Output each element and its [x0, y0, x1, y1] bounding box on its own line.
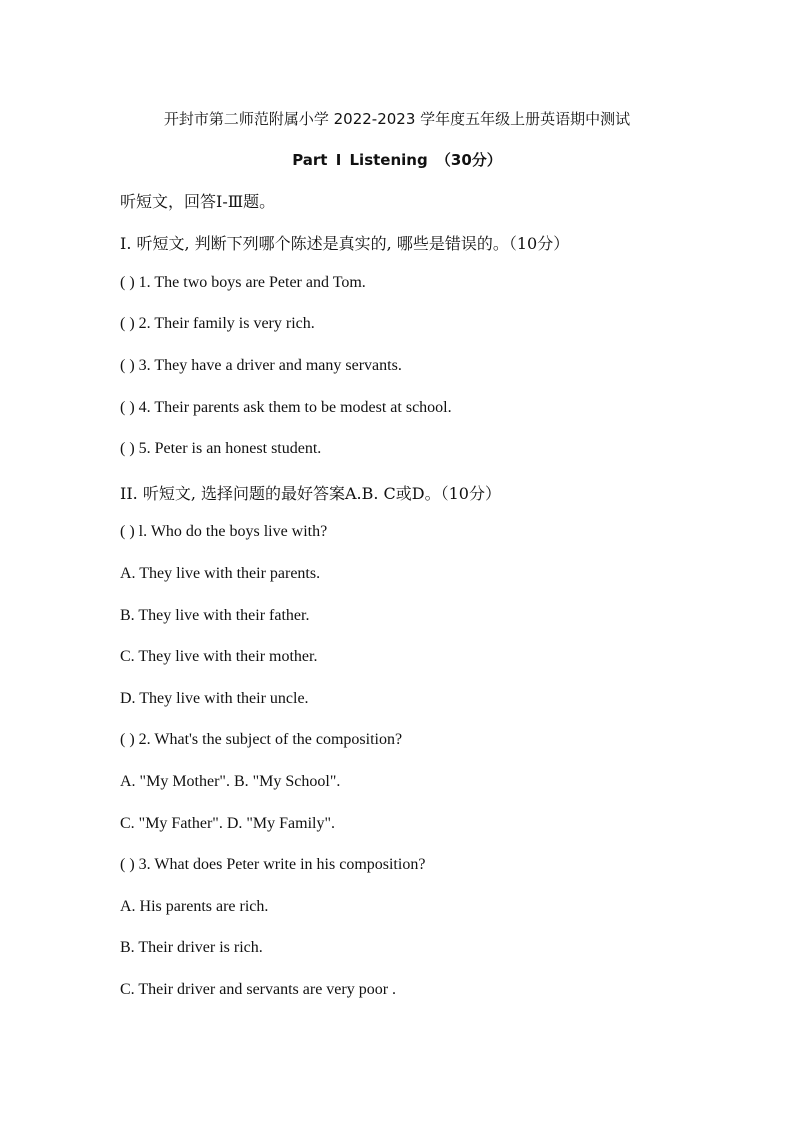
mc-q1-option-b: B. They live with their father.	[120, 607, 310, 624]
mc-q2-options-cd: C. "My Father". D. "My Family".	[120, 815, 336, 832]
mc-q1-option-d: D. They live with their uncle.	[120, 690, 309, 707]
exam-title: 开封市第二师范附属小学 2022-2023 学年度五年级上册英语期中测试	[163, 110, 631, 128]
mc-question-3: ( ) 3. What does Peter write in his composition?	[120, 856, 426, 873]
mc-q1-option-c: C. They live with their mother.	[120, 648, 318, 665]
section2-heading: II. 听短文, 选择问题的最好答案A.B. C或D。（10分）	[120, 484, 501, 503]
tf-item-4: ( ) 4. Their parents ask them to be modest at school.	[120, 399, 452, 416]
mc-q1-option-a: A. They live with their parents.	[120, 565, 321, 582]
mc-question-1: ( ) l. Who do the boys live with?	[120, 523, 328, 540]
instruction: 听短文，回答Ⅰ-Ⅲ题。	[120, 192, 276, 211]
section1-heading: I. 听短文, 判断下列哪个陈述是真实的, 哪些是错误的。（10分）	[120, 234, 570, 253]
mc-q2-options-ab: A. "My Mother". B. "My School".	[120, 773, 341, 790]
part-heading: Part I Listening （30分）	[292, 151, 502, 169]
mc-q3-option-a: A. His parents are rich.	[120, 898, 269, 915]
mc-q3-option-c: C. Their driver and servants are very poor .	[120, 981, 397, 998]
tf-item-3: ( ) 3. They have a driver and many servants.	[120, 357, 402, 374]
tf-item-1: ( ) 1. The two boys are Peter and Tom.	[120, 274, 366, 291]
tf-item-5: ( ) 5. Peter is an honest student.	[120, 440, 322, 457]
mc-question-2: ( ) 2. What's the subject of the composition?	[120, 731, 403, 748]
tf-item-2: ( ) 2. Their family is very rich.	[120, 315, 315, 332]
mc-q3-option-b: B. Their driver is rich.	[120, 939, 263, 956]
